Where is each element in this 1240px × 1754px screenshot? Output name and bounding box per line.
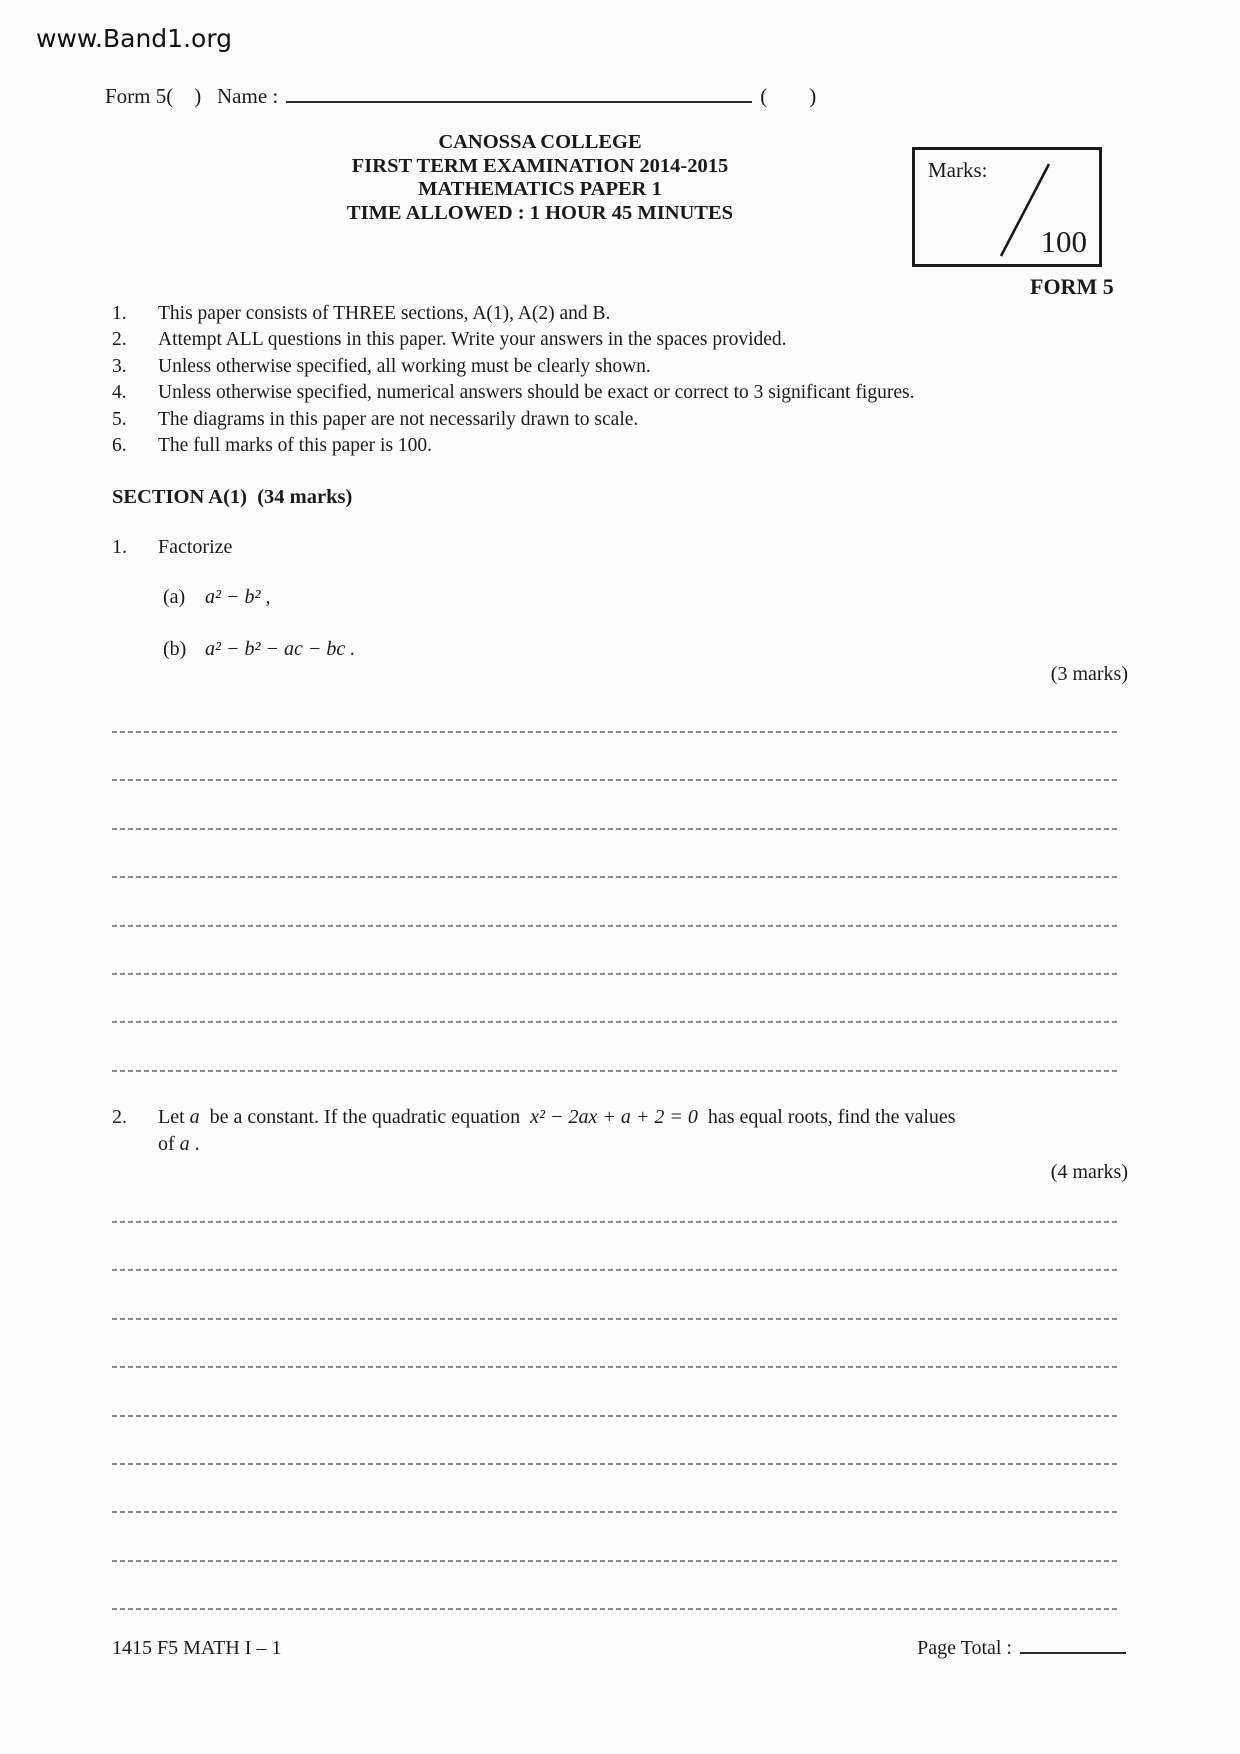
answer-line: [112, 828, 1118, 830]
page-total-label: Page Total :: [917, 1637, 1012, 1659]
question1-marks: (3 marks): [1050, 663, 1128, 685]
question2-marks: (4 marks): [1050, 1161, 1128, 1183]
instruction-item: [112, 407, 1124, 433]
instruction-item: [112, 380, 1124, 406]
question2: [112, 1104, 1136, 1158]
page-total-fill-in-line: [1020, 1649, 1126, 1654]
answer-line: [112, 973, 1118, 975]
instruction-number: 4.: [112, 382, 127, 404]
question1-heading: [112, 536, 232, 559]
math-expression: a: [189, 1106, 200, 1128]
instruction-text: The full marks of this paper is 100.: [158, 435, 433, 457]
answer-line: [112, 731, 1118, 733]
spacer: [201, 84, 217, 108]
part-b-label: (b): [163, 638, 187, 660]
instruction-text: The diagrams in this paper are not necessarily drawn to scale.: [158, 408, 639, 430]
question1-answer-lines: [112, 731, 1118, 1073]
school-name: CANOSSA COLLEGE: [438, 131, 642, 153]
answer-line: [112, 876, 1118, 878]
question1-part-a: [163, 586, 271, 609]
instruction-text: Attempt ALL questions in this paper. Write your answers in the spaces provided.: [158, 329, 787, 351]
instruction-number: 5.: [112, 408, 127, 430]
math-expression: a: [179, 1133, 190, 1155]
instruction-item: [112, 327, 1124, 353]
answer-line: [112, 925, 1118, 927]
answer-line: [112, 1221, 1118, 1223]
question-text-segment: Let: [158, 1106, 190, 1128]
question2-text-line: [158, 1104, 1136, 1131]
instruction-text: Unless otherwise specified, numerical answers should be exact or correct to 3 significant figures.: [158, 382, 915, 404]
question1-part-b: [163, 638, 355, 661]
question2-text: [158, 1104, 1136, 1158]
instruction-item: [112, 433, 1124, 459]
question-text-segment: of: [158, 1133, 180, 1155]
exam-title: FIRST TERM EXAMINATION 2014-2015: [351, 154, 729, 177]
time-allowed: TIME ALLOWED : 1 HOUR 45 MINUTES: [346, 201, 734, 224]
answer-line: [112, 1608, 1118, 1610]
site-watermark: www.Band1.org: [36, 24, 233, 53]
instruction-text: Unless otherwise specified, all working must be clearly shown.: [158, 355, 651, 377]
part-b-formula: a² − b² − ac − bc .: [205, 638, 356, 660]
answer-line: [112, 1021, 1118, 1023]
instruction-item: [112, 301, 1124, 327]
page-footer: [112, 1637, 1126, 1660]
marks-box: [912, 147, 1102, 267]
instruction-number: 3.: [112, 355, 127, 377]
answer-line: [112, 1366, 1118, 1368]
question2-answer-lines: [112, 1221, 1118, 1611]
question1-number: 1.: [112, 536, 127, 558]
paper-title: MATHEMATICS PAPER 1: [418, 178, 662, 200]
answer-line: [112, 1415, 1118, 1417]
paper-code: 1415 F5 MATH I – 1: [112, 1637, 282, 1659]
answer-line: [112, 1560, 1118, 1562]
form-level-badge: FORM 5: [1030, 274, 1114, 299]
question-text-segment: be a constant. If the quadratic equation: [199, 1106, 531, 1128]
marks-denominator: 100: [1040, 224, 1087, 259]
instructions-list: [112, 301, 1124, 459]
instruction-text: This paper consists of THREE sections, A(1), A(2) and B.: [158, 303, 611, 324]
marks-label: Marks:: [928, 158, 988, 182]
part-a-formula: a² − b² ,: [205, 586, 271, 608]
form-class-label: Form 5( ): [105, 84, 202, 108]
title-block: [150, 131, 930, 225]
instruction-item: [112, 354, 1124, 380]
answer-line: [112, 1463, 1118, 1465]
name-label: Name :: [217, 84, 279, 108]
answer-line: [112, 1318, 1118, 1320]
section-a1-heading: SECTION A(1) (34 marks): [112, 486, 353, 508]
question1-prompt: Factorize: [158, 536, 233, 558]
class-number-parens: ( ): [760, 84, 817, 108]
student-info-line: [105, 84, 816, 109]
name-fill-in-line: [286, 98, 752, 103]
page-total: [917, 1637, 1126, 1660]
instruction-number: 1.: [112, 303, 127, 324]
answer-line: [112, 1511, 1118, 1513]
instruction-number: 2.: [112, 329, 127, 351]
part-a-label: (a): [163, 586, 186, 608]
question2-number: 2.: [112, 1106, 127, 1128]
question2-text-line: [158, 1131, 1136, 1158]
answer-line: [112, 1269, 1118, 1271]
answer-line: [112, 1070, 1118, 1072]
question-text-segment: has equal roots, find the values: [697, 1106, 956, 1128]
question-text-segment: .: [189, 1133, 200, 1155]
instruction-number: 6.: [112, 435, 127, 457]
math-expression: x² − 2ax + a + 2 = 0: [530, 1106, 698, 1128]
answer-line: [112, 779, 1118, 781]
